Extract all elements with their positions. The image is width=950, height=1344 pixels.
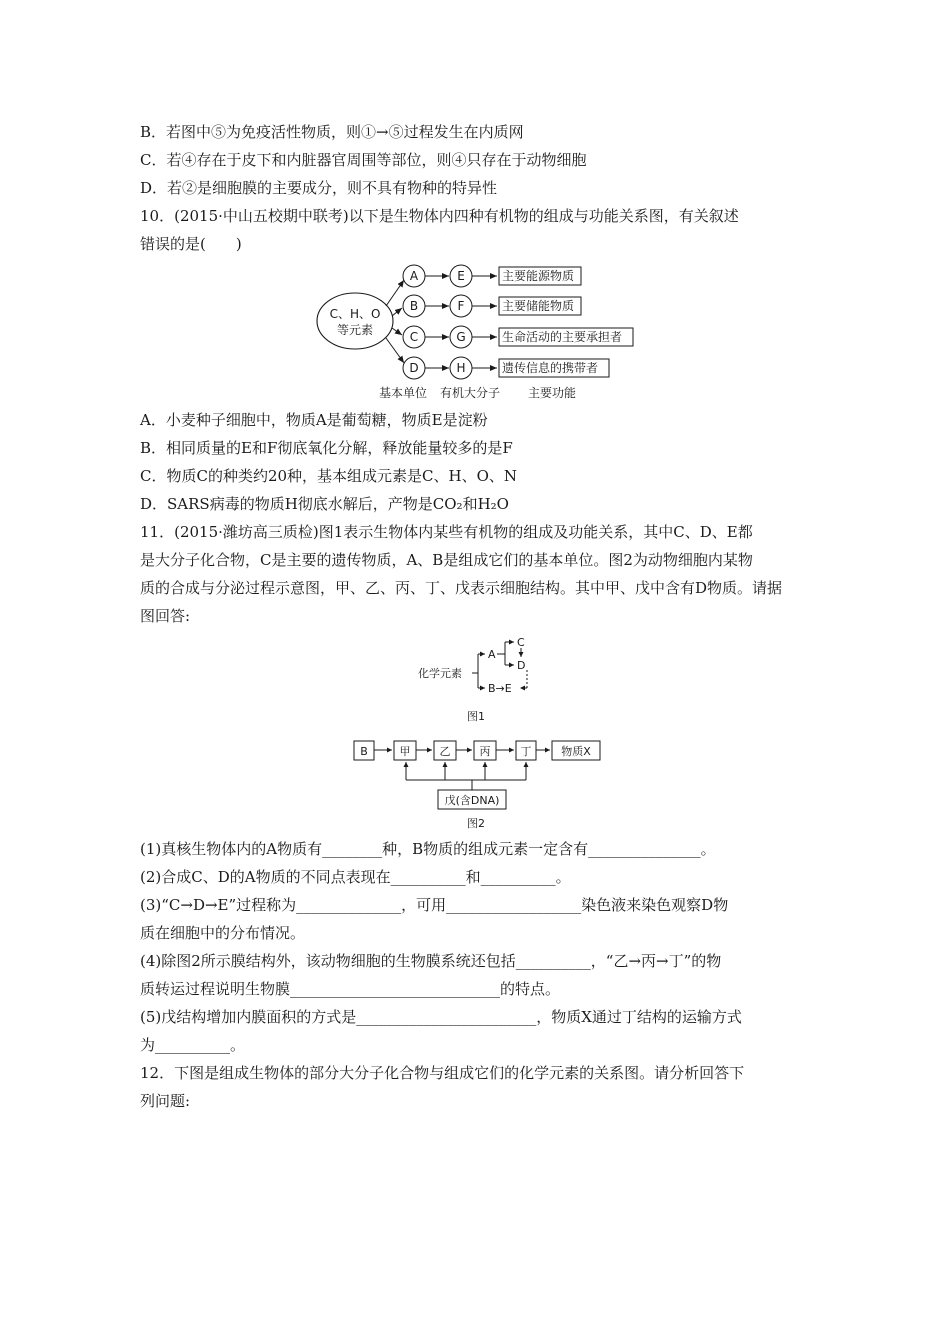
question-11-stem-1: 11．(2015·潍坊高三质检)图1表示生物体内某些有机物的组成及功能关系，其中C、D、E都 bbox=[140, 523, 753, 541]
question-11-stem-2: 是大分子化合物，C是主要的遗传物质，A、B是组成它们的基本单位。图2为动物细胞内某物 bbox=[140, 551, 753, 569]
sub-question-2: (2)合成C、D的A物质的不同点表现在__________和__________。 bbox=[140, 868, 571, 886]
fig2-label-b: B bbox=[360, 745, 368, 758]
fig1-d-label: D bbox=[517, 659, 526, 672]
option-c-prev: C．若④存在于皮下和内脏器官周围等部位，则④只存在于动物细胞 bbox=[140, 151, 587, 169]
fig1-a-label: A bbox=[488, 648, 496, 661]
question-10-option-d: D．SARS病毒的物质H彻底水解后，产物是CO₂和H₂O bbox=[140, 495, 509, 513]
fig2-label-jia: 甲 bbox=[399, 745, 411, 758]
fig2-label-bing: 丙 bbox=[479, 745, 491, 758]
figure-2 bbox=[350, 736, 606, 832]
question-11-stem-3: 质的合成与分泌过程示意图，甲、乙、丙、丁、戊表示细胞结构。其中甲、戊中含有D物质。请据 bbox=[140, 579, 783, 597]
fig2-label-ding: 丁 bbox=[520, 745, 532, 758]
ellipse-label-2: 等元素 bbox=[336, 323, 374, 337]
macro-label-g: G bbox=[456, 330, 466, 344]
caption-macros: 有机大分子 bbox=[439, 386, 501, 400]
unit-label-b: B bbox=[409, 299, 419, 313]
fig2-label-yi: 乙 bbox=[439, 745, 451, 758]
caption-functions: 主要功能 bbox=[527, 386, 577, 400]
question-10-stem-2: 错误的是( ) bbox=[140, 235, 242, 253]
sub-question-4-line-2: 质转运过程说明生物膜____________________________的特点。 bbox=[140, 980, 561, 998]
question-10-stem-1: 10．(2015·中山五校期中联考)以下是生物体内四种有机物的组成与功能关系图，有关叙述 bbox=[140, 207, 739, 225]
caption-units: 基本单位 bbox=[378, 386, 428, 400]
figure-1 bbox=[410, 632, 550, 724]
sub-question-3-line-1: (3)“C→D→E”过程称为______________，可用__________________染色液来染色观察D物 bbox=[140, 896, 729, 914]
sub-question-3-line-2: 质在细胞中的分布情况。 bbox=[140, 924, 306, 942]
question-11-stem-4: 图回答: bbox=[140, 607, 191, 625]
question-12-stem-1: 12．下图是组成生物体的部分大分子化合物与组成它们的化学元素的关系图。请分析回答下 bbox=[140, 1064, 745, 1082]
figure-q10 bbox=[310, 258, 640, 408]
question-10-option-b: B．相同质量的E和F彻底氧化分解，释放能量较多的是F bbox=[140, 439, 513, 457]
question-10-option-c: C．物质C的种类约20种，基本组成元素是C、H、O、N bbox=[140, 467, 518, 485]
option-d-prev: D．若②是细胞膜的主要成分，则不具有物种的特异性 bbox=[140, 179, 498, 197]
sub-question-1: (1)真核生物体内的A物质有________种，B物质的组成元素一定含有_______________。 bbox=[140, 840, 716, 858]
fig1-elements-label: 化学元素 bbox=[418, 667, 462, 680]
function-label-3: 生命活动的主要承担者 bbox=[502, 330, 623, 344]
sub-question-5-line-1: (5)戊结构增加内膜面积的方式是________________________，物质X通过丁结构的运输方式 bbox=[140, 1008, 742, 1026]
fig1-caption: 图1 bbox=[467, 710, 485, 723]
macro-label-h: H bbox=[456, 361, 466, 375]
unit-label-d: D bbox=[409, 361, 419, 375]
elements-ellipse bbox=[317, 293, 393, 349]
macro-label-e: E bbox=[457, 269, 465, 283]
fig2-label-wu: 戊(含DNA) bbox=[444, 794, 500, 807]
function-label-1: 主要能源物质 bbox=[502, 269, 575, 283]
unit-label-a: A bbox=[409, 269, 419, 283]
ellipse-label-1: C、H、O bbox=[329, 307, 381, 321]
sub-question-5-line-2: 为__________。 bbox=[140, 1036, 246, 1054]
option-b-prev: B．若图中⑤为免疫活性物质，则①→⑤过程发生在内质网 bbox=[140, 123, 524, 141]
fig1-be-label: B→E bbox=[488, 682, 512, 695]
function-label-4: 遗传信息的携带者 bbox=[502, 361, 599, 375]
fig2-label-product-x: 物质X bbox=[561, 745, 591, 758]
unit-label-c: C bbox=[409, 330, 419, 344]
question-10-option-a: A．小麦种子细胞中，物质A是葡萄糖，物质E是淀粉 bbox=[140, 411, 488, 429]
function-label-2: 主要储能物质 bbox=[502, 299, 575, 313]
sub-question-4-line-1: (4)除图2所示膜结构外，该动物细胞的生物膜系统还包括__________，“乙→丙→丁”的物 bbox=[140, 952, 722, 970]
question-12-stem-2: 列问题: bbox=[140, 1092, 191, 1110]
fig2-caption: 图2 bbox=[467, 817, 485, 830]
macro-label-f: F bbox=[457, 299, 465, 313]
fig1-c-label: C bbox=[517, 636, 525, 649]
